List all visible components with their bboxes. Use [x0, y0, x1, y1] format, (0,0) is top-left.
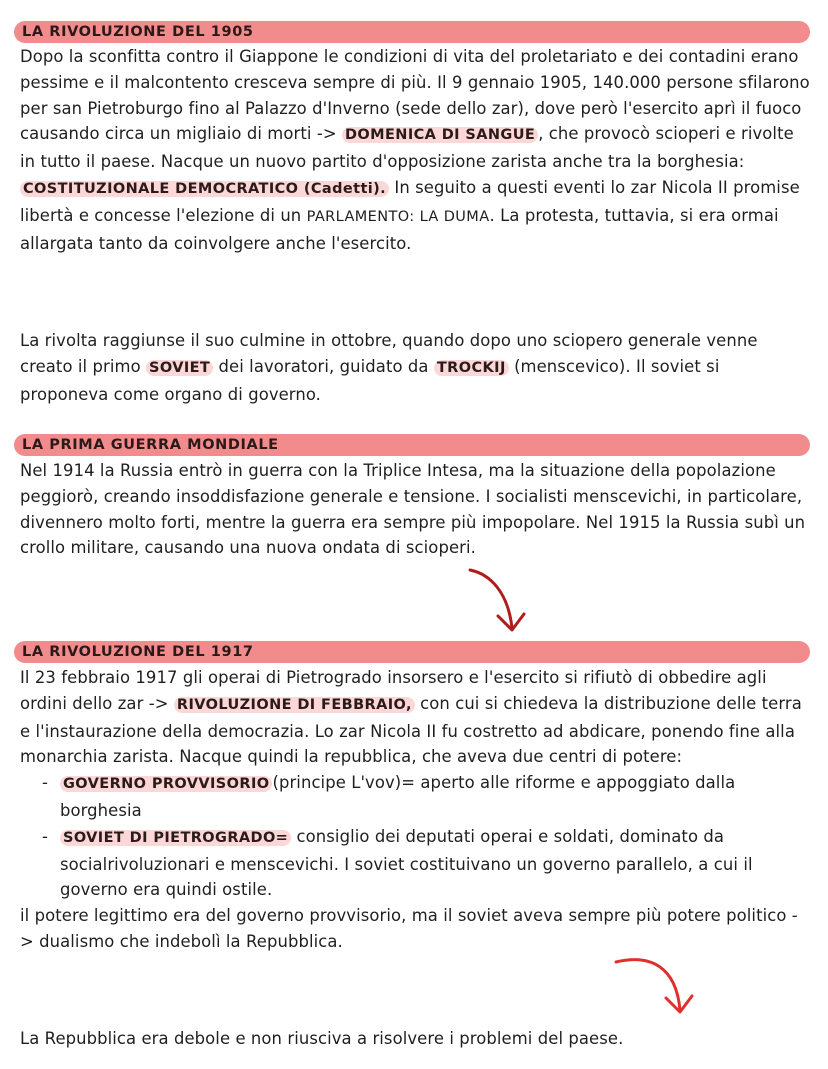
section-body-1905-october — [20, 328, 810, 407]
highlight-soviet: SOVIET — [146, 360, 213, 376]
text: dei lavoratori, guidato da — [218, 356, 429, 376]
arrow-down-icon — [460, 562, 540, 642]
highlight-soviet-di-pietrogrado: SOVIET DI PIETROGRADO= — [60, 830, 291, 846]
text: (menscevico). Il soviet si proponeva come organo di governo. — [20, 356, 720, 404]
list-item — [20, 824, 810, 903]
text: In seguito a questi eventi lo zar Nicola II promise libertà e concesse l'elezione di un — [20, 177, 800, 225]
arrow-curve-icon — [610, 948, 700, 1028]
section-conclusion — [20, 1026, 810, 1052]
paragraph-1917-intro — [20, 665, 810, 770]
power-centers-list — [20, 770, 810, 903]
term-duma: PARLAMENTO: LA DUMA — [306, 208, 490, 225]
section-body-ww1 — [20, 458, 810, 561]
list-item — [20, 770, 810, 824]
highlight-domenica-di-sangue: DOMENICA DI SANGUE — [342, 127, 538, 143]
paragraph-1905-october — [20, 328, 810, 407]
text: con cui si chiedeva la distribuzione delle terra e l'instaurazione della democrazia. Lo zar Nicola II fu costretto ad abdicare, ponendo fine alla monarchia zarista. Nacque quindi la repubblica, che aveva due centri di potere: — [20, 693, 802, 767]
paragraph-ww1: Nel 1914 la Russia entrò in guerra con la Triplice Intesa, ma la situazione della popolazione peggiorò, creando insoddisfazione generale e tensione. I socialisti menscevichi, in particolare, divennero molto forti, mentre la guerra era sempre più impopolare. Nel 1915 la Russia subì un crollo militare, causando una nuova ondata di scioperi. — [20, 461, 806, 558]
highlight-trockij: TROCKIJ — [434, 360, 509, 376]
section-body-1905 — [20, 44, 810, 256]
bullet-dash: - — [42, 826, 49, 846]
text: (principe L'vov)= aperto alle riforme e appoggiato dalla borghesia — [60, 773, 736, 820]
highlight-cadetti: COSTITUZIONALE DEMOCRATICO (Cadetti). — [20, 181, 389, 197]
paragraph-1905-intro — [20, 44, 810, 256]
paragraph-1917-dualism: il potere legittimo era del governo provvisorio, ma il soviet aveva sempre più potere politico -> dualismo che indebolì la Repubblica. — [20, 906, 798, 951]
section-header-ww1: LA PRIMA GUERRA MONDIALE — [14, 434, 810, 456]
highlight-rivoluzione-di-febbraio: RIVOLUZIONE DI FEBBRAIO, — [174, 697, 415, 713]
section-header-1917: LA RIVOLUZIONE DEL 1917 — [14, 641, 810, 663]
section-body-1917 — [20, 665, 810, 955]
text: . La protesta, tuttavia, si era ormai allargata tanto da coinvolgere anche l'esercito. — [20, 205, 779, 253]
highlight-governo-provvisorio: GOVERNO PROVVISORIO — [60, 776, 272, 792]
text: Il 23 febbraio 1917 gli operai di Pietrogrado insorsero e l'esercito si rifiutò di obbedire agli ordini dello zar -> — [20, 668, 767, 713]
text: La rivolta raggiunse il suo culmine in ottobre, quando dopo uno sciopero generale venne creato il primo — [20, 331, 758, 376]
section-header-1905: LA RIVOLUZIONE DEL 1905 — [14, 21, 810, 43]
text: , che provocò scioperi e rivolte in tutto il paese. Nacque un nuovo partito d'opposizione zarista anche tra la borghesia: — [20, 124, 794, 172]
paragraph-conclusion: La Repubblica era debole e non riusciva a risolvere i problemi del paese. — [20, 1029, 624, 1048]
bullet-dash: - — [42, 773, 49, 793]
text: Dopo la sconfitta contro il Giappone le condizioni di vita del proletariato e dei contadini erano pessime e il malcontento cresceva sempre di più. Il 9 gennaio 1905, 140.000 persone sfilarono per san Pietroburgo fino al Palazzo d'Inverno (sede dello zar), dove però l'esercito aprì il fuoco causando circa un migliaio di morti -> — [20, 47, 810, 144]
text: consiglio dei deputati operai e soldati, dominato da socialrivoluzionari e menscevichi. I soviet costituivano un governo parallelo, a cui il governo era quindi ostile. — [60, 826, 753, 900]
